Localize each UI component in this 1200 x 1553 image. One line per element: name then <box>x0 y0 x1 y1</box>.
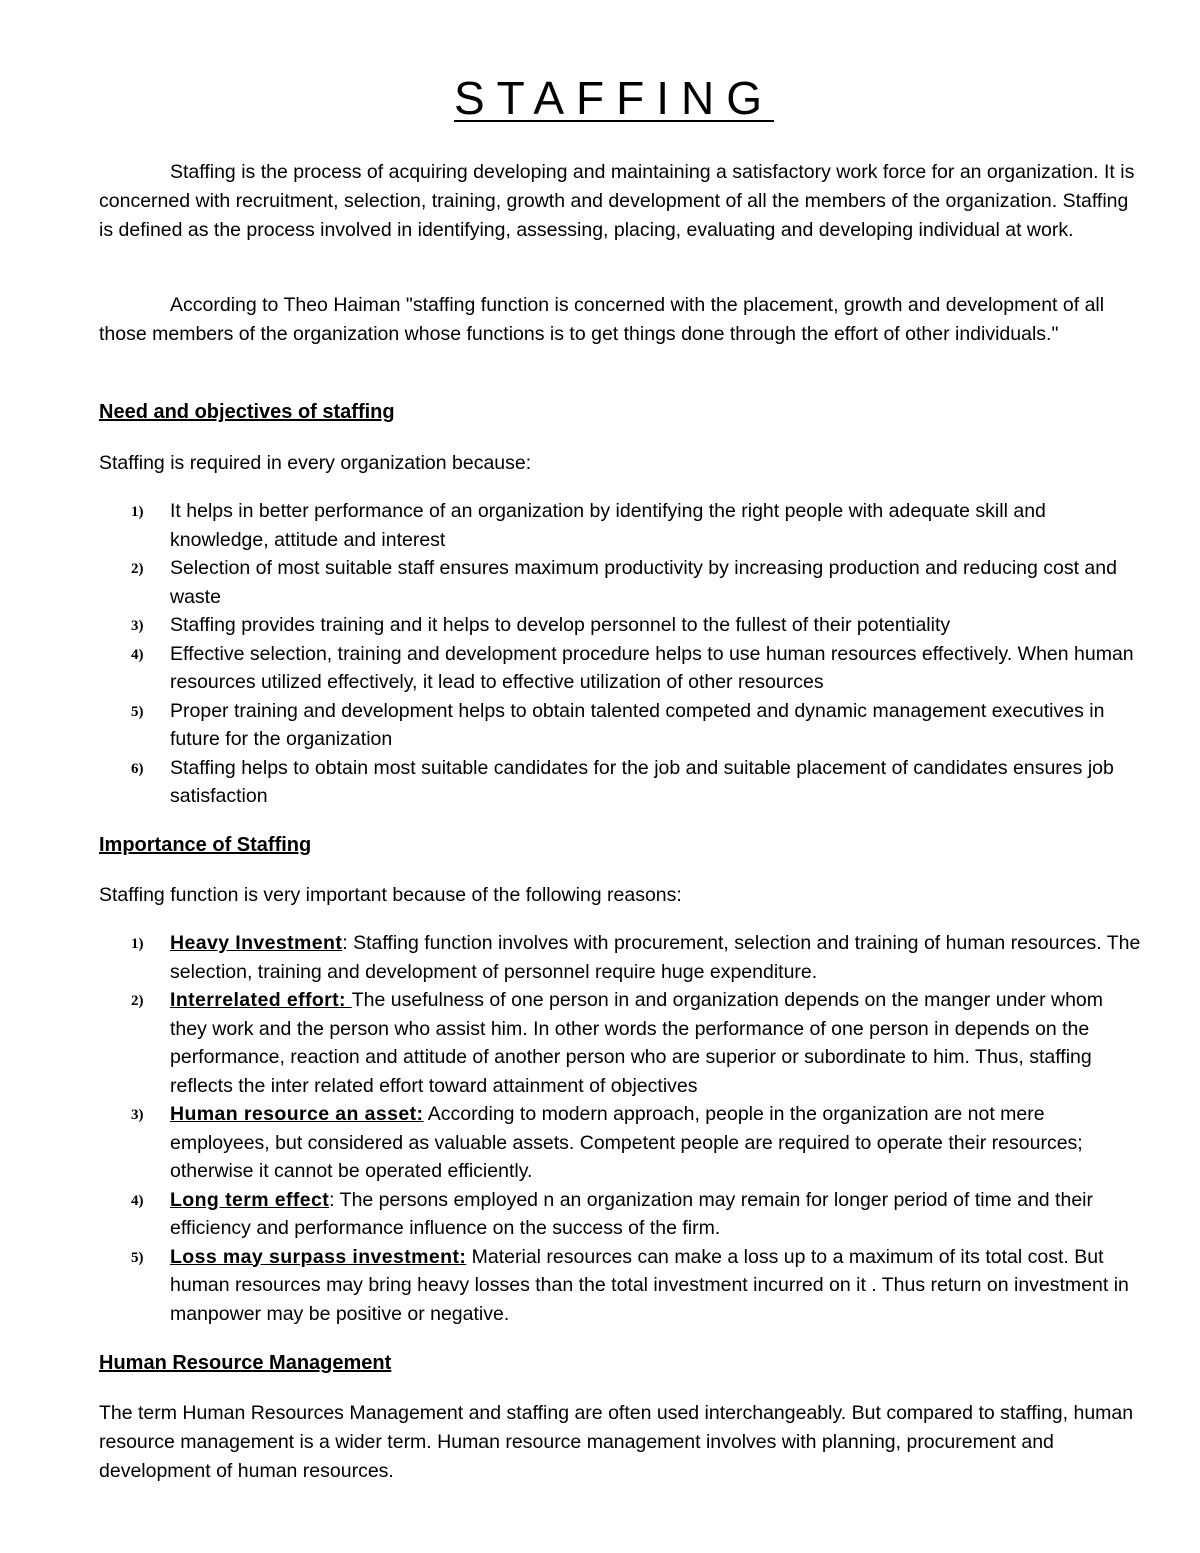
item-number: 4) <box>131 1192 144 1209</box>
item-number: 4) <box>131 646 144 663</box>
item-number: 1) <box>131 504 144 520</box>
list-item <box>99 554 1144 611</box>
list-item <box>99 611 1144 640</box>
item-number: 5) <box>131 1249 144 1266</box>
importance-heading: Importance of Staffing <box>99 834 312 856</box>
item-text: Material resources can make a loss up to a maximum of its total cost. But human resources may bring heavy losses than the total investment incurred on it . Thus return on investment in manpower may be positive or negative. <box>170 1245 1129 1325</box>
item-text: Effective selection, training and development procedure helps to use human resources effectively. When human resources utilized effectively, it lead to effective utilization of other resources <box>170 642 1134 693</box>
item-text: : Staffing function involves with procurement, selection and training of human resources. The selection, training and development of personnel require huge expenditure. <box>170 932 1141 983</box>
item-term: Human resource an asset: <box>170 1103 424 1125</box>
importance-list <box>99 929 1144 1328</box>
intro-paragraph-2: According to Theo Haiman "staffing function is concerned with the placement, growth and development of all those members of the organization whose functions is to get things done through the effort of other individuals." <box>99 294 1105 345</box>
item-term: Interrelated effort: <box>170 989 352 1011</box>
item-text: Staffing provides training and it helps to develop personnel to the fullest of their potentiality <box>170 614 951 636</box>
item-number: 3) <box>131 1107 144 1123</box>
item-text: The usefulness of one person in and organization depends on the manger under whom they work and the person who assist him. In other words the performance of one person in depends on the performance, reaction and attitude of another person who are superior or subordinate to him. Thus, staffing reflects the inter related effort toward attainment of objectives <box>170 989 1104 1097</box>
hrm-heading: Human Resource Management <box>99 1352 392 1374</box>
item-text: Proper training and development helps to obtain talented competed and dynamic management executives in future for the organization <box>170 699 1105 750</box>
item-number: 2) <box>131 561 144 577</box>
need-list <box>99 497 1144 811</box>
item-text: Selection of most suitable staff ensures maximum productivity by increasing production and reducing cost and waste <box>170 557 1117 608</box>
list-item <box>99 1100 1144 1186</box>
list-item <box>99 697 1144 754</box>
importance-lead: Staffing function is very important because of the following reasons: <box>99 884 682 906</box>
item-text: Staffing helps to obtain most suitable candidates for the job and suitable placement of candidates ensures job satisfaction <box>170 756 1114 807</box>
list-item <box>99 754 1144 811</box>
list-item <box>99 929 1144 986</box>
item-number: 2) <box>131 993 144 1009</box>
item-term: Loss may surpass investment: <box>170 1245 467 1268</box>
list-item <box>99 497 1144 554</box>
item-number: 1) <box>131 936 144 952</box>
item-number: 3) <box>131 618 144 634</box>
list-item <box>99 1243 1144 1329</box>
list-item <box>99 640 1144 697</box>
need-lead: Staffing is required in every organization because: <box>99 452 532 474</box>
item-text: : The persons employed n an organization may remain for longer period of time and their efficiency and performance influence on the success of the firm. <box>170 1188 1093 1239</box>
need-heading: Need and objectives of staffing <box>99 401 395 423</box>
item-text: It helps in better performance of an organization by identifying the right people with adequate skill and knowledge, attitude and interest <box>170 500 1046 551</box>
page-title: STAFFING <box>453 72 775 124</box>
list-item <box>99 1186 1144 1243</box>
item-term: Long term effect <box>170 1188 330 1211</box>
item-text: According to modern approach, people in the organization are not mere employees, but considered as valuable assets. Competent people are required to operate their resources; otherwise it cannot be operated efficiently. <box>170 1103 1083 1182</box>
item-term: Heavy Investment <box>170 932 343 954</box>
item-number: 6) <box>131 760 144 777</box>
hrm-paragraph: The term Human Resources Management and staffing are often used interchangeably. But compared to staffing, human resource management is a wider term. Human resource management involves with planning, procurement and development of human resources. <box>99 1402 1134 1482</box>
item-number: 5) <box>131 703 144 720</box>
list-item <box>99 986 1144 1100</box>
intro-paragraph-1: Staffing is the process of acquiring developing and maintaining a satisfactory work force for an organization. It is concerned with recruitment, selection, training, growth and development of all the members of the organization. Staffing is defined as the process involved in identifying, assessing, placing, evaluating and developing individual at work. <box>99 161 1135 241</box>
